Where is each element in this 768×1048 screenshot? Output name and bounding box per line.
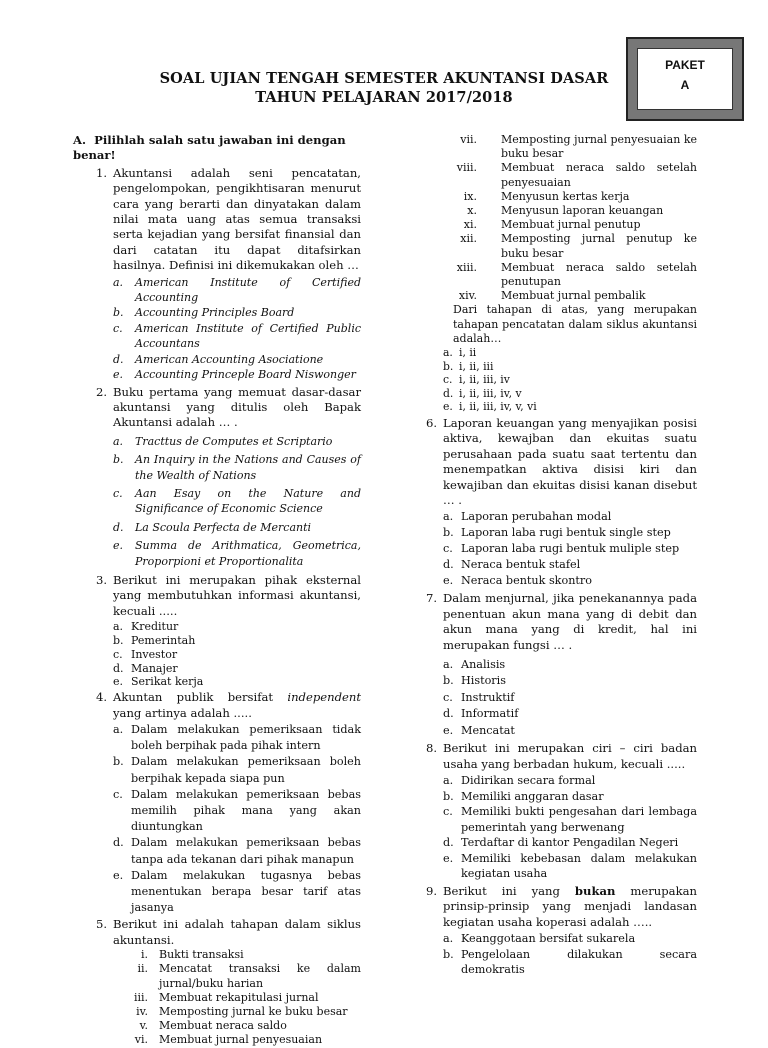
- question-number: 9.: [425, 884, 437, 899]
- step-item: viii. Membuat neraca saldo setelah penyesuaian: [456, 161, 697, 189]
- option-b[interactable]: b. Dalam melakukan pemeriksaan boleh berpihak kepada siapa pun: [113, 755, 361, 785]
- option-e[interactable]: e. Serikat kerja: [113, 675, 204, 689]
- option-c[interactable]: c. Dalam melakukan pemeriksaan bebas memilih pihak mana yang akan diuntungkan: [113, 787, 361, 834]
- question-number: 6.: [425, 416, 437, 431]
- option-b[interactable]: b. An Inquiry in the Nations and Causes of the Wealth of Nations: [113, 453, 361, 482]
- question-3-options: [113, 620, 361, 689]
- option-b[interactable]: b. Memiliki anggaran dasar: [443, 789, 604, 803]
- question-9: [425, 884, 697, 978]
- question-5-followup: Dari tahapan di atas, yang merupakan tahapan pencatatan dalam siklus akuntansi adalah…: [453, 303, 697, 345]
- option-a[interactable]: a. Laporan perubahan modal: [443, 510, 612, 524]
- left-column: [73, 133, 361, 1048]
- option-c[interactable]: c. Aan Esay on the Nature and Significance of Economic Science: [113, 486, 361, 516]
- question-text: Buku pertama yang memuat dasar-dasar akuntansi yang ditulis oleh Bapak Akuntansi adalah … .: [113, 384, 361, 430]
- option-c[interactable]: c. Investor: [113, 647, 178, 661]
- step-item: vi. Membuat jurnal penyesuaian: [134, 1033, 323, 1047]
- option-d[interactable]: d. Manajer: [113, 661, 178, 675]
- option-b[interactable]: b. Accounting Principles Board: [113, 306, 295, 320]
- option-e[interactable]: e. Accounting Princeple Board Niswonger: [113, 368, 356, 382]
- option-a[interactable]: a. American Institute of Certified Accounting: [113, 275, 361, 305]
- question-number: 3.: [95, 572, 107, 587]
- question-text: Berikut ini merupakan pihak eksternal yang membutuhkan informasi akuntansi, kecuali .....: [113, 572, 361, 618]
- question-4: [73, 690, 361, 916]
- question-number: 5.: [95, 917, 107, 932]
- right-column: [425, 133, 697, 979]
- step-item: xii. Memposting jurnal penutup ke buku besar: [460, 232, 697, 260]
- question-6: [425, 416, 697, 589]
- question-text: Berikut ini yang bukan merupakan prinsip-prinsip yang menjadi landasan kegiatan usaha koperasi adalah …..: [443, 884, 697, 929]
- option-e[interactable]: e. Summa de Arithmatica, Geometrica, Proporpioni et Proportionalita: [113, 539, 361, 568]
- option-a[interactable]: a. Dalam melakukan pemeriksaan tidak boleh berpihak pada pihak intern: [113, 722, 361, 753]
- step-item: v. Membuat neraca saldo: [139, 1019, 287, 1033]
- question-2: [73, 385, 361, 569]
- question-2-options: [113, 434, 361, 569]
- step-item: iv. Memposting jurnal ke buku besar: [136, 1005, 348, 1019]
- option-e[interactable]: e. Mencatat: [443, 723, 515, 737]
- question-9-options: [443, 931, 697, 978]
- option-d[interactable]: d. La Scoula Perfecta de Mercanti: [113, 520, 312, 534]
- option-e[interactable]: e. Memiliki kebebasan dalam melakukan kegiatan usaha: [443, 851, 697, 881]
- step-item: iii. Membuat rekapitulasi jurnal: [133, 990, 319, 1004]
- exam-title: SOAL UJIAN TENGAH SEMESTER AKUNTANSI DASAR: [159, 70, 609, 87]
- question-text: Akuntan publik bersifat independent yang artinya adalah .....: [113, 690, 361, 720]
- option-b[interactable]: b. Historis: [443, 674, 506, 688]
- option-b[interactable]: b. Laporan laba rugi bentuk single step: [443, 526, 671, 540]
- section-a-heading: A. Pilihlah salah satu jawaban ini dengan benar!: [73, 133, 346, 163]
- step-item: x. Menyusun laporan keuangan: [467, 204, 664, 218]
- question-number: 2.: [95, 384, 107, 399]
- question-text: Dalam menjurnal, jika penekanannya pada penentuan akun mana yang di debit dan akun mana yang di kredit, hal ini merupakan fungsi … .: [443, 591, 697, 652]
- question-5-options: [443, 346, 697, 414]
- option-a[interactable]: a. Tracttus de Computes et Scriptario: [113, 434, 333, 448]
- option-e[interactable]: e. Neraca bentuk skontro: [443, 574, 592, 588]
- option-d[interactable]: d. Informatif: [443, 707, 519, 721]
- question-text: Akuntansi adalah seni pencatatan, pengelompokan, pengikhtisaran menurut cara yang berarti dan dinyatakan dalam nilai mata uang atas semua transaksi serta kejadian yang bersifat finansial dan dari catatan itu dapat ditafsirkan hasilnya. Definisi ini dikemukakan oleh …: [113, 165, 361, 273]
- option-b[interactable]: b. Pemerintah: [113, 633, 196, 647]
- step-item: xi. Membuat jurnal penutup: [463, 218, 641, 232]
- option-d[interactable]: d. i, ii, iii, iv, v: [443, 386, 522, 400]
- step-item: ix. Menyusun kertas kerja: [463, 189, 630, 203]
- option-e[interactable]: e. Dalam melakukan tugasnya bebas menentukan berapa besar tarif atas jasanya: [113, 868, 361, 915]
- question-5: [73, 917, 361, 1047]
- option-b[interactable]: b. Pengelolaan dilakukan secara demokratis: [443, 947, 697, 977]
- option-c[interactable]: c. American Institute of Certified Public Accountans: [113, 321, 361, 351]
- option-a[interactable]: a. Keanggotaan bersifat sukarela: [443, 932, 636, 946]
- question-number: 4.: [95, 690, 107, 705]
- question-5-steps-left: [73, 948, 361, 1047]
- option-a[interactable]: a. Didirikan secara formal: [443, 773, 596, 787]
- question-text: Laporan keuangan yang menyajikan posisi aktiva, kewajban dan ekuitas suatu perusahaan pada suatu saat tertentu dan menempatkan aktiva disisi kiri dan kewajiban dan ekuitas disisi kanan disebut … .: [443, 416, 697, 508]
- question-4-options: [113, 722, 361, 916]
- question-8: [425, 741, 697, 882]
- option-a[interactable]: a. i, ii: [443, 346, 477, 360]
- option-a[interactable]: a. Analisis: [443, 658, 506, 672]
- paket-line2: A: [680, 78, 690, 92]
- step-item: ii. Mencatat transaksi ke dalam jurnal/buku harian: [137, 962, 361, 990]
- question-1-options: [113, 275, 361, 383]
- option-b[interactable]: b. i, ii, iii: [443, 359, 494, 373]
- option-c[interactable]: c. i, ii, iii, iv: [443, 373, 510, 387]
- option-d[interactable]: d. Dalam melakukan pemeriksaan bebas tanpa ada tekanan dari pihak manapun: [113, 836, 361, 866]
- option-c[interactable]: c. Instruktif: [443, 690, 515, 704]
- question-7: [425, 591, 697, 739]
- question-1: [73, 166, 361, 383]
- step-item: xiv. Membuat jurnal pembalik: [458, 289, 646, 303]
- exam-year: TAHUN PELAJARAN 2017/2018: [255, 89, 513, 106]
- question-number: 7.: [425, 591, 437, 606]
- step-item: i. Bukti transaksi: [140, 948, 244, 962]
- question-text: Berikut ini merupakan ciri – ciri badan usaha yang berbadan hukum, kecuali .....: [443, 741, 697, 771]
- question-6-options: [443, 509, 697, 589]
- question-number: 1.: [95, 165, 107, 180]
- option-d[interactable]: d. American Accounting Asociatione: [113, 352, 324, 366]
- option-d[interactable]: d. Neraca bentuk stafel: [443, 558, 581, 572]
- question-7-options: [443, 657, 697, 739]
- question-3: [73, 573, 361, 689]
- option-a[interactable]: a. Kreditur: [113, 620, 179, 634]
- question-number: 8.: [425, 741, 437, 756]
- question-8-options: [443, 773, 697, 882]
- step-item: xiii. Membuat neraca saldo setelah penutupan: [456, 260, 697, 289]
- option-c[interactable]: c. Memiliki bukti pengesahan dari lembaga pemerintah yang berwenang: [443, 805, 697, 834]
- option-d[interactable]: d. Terdaftar di kantor Pengadilan Negeri: [443, 836, 679, 850]
- paket-line1: PAKET: [665, 58, 705, 72]
- step-item: vii. Memposting jurnal penyesuaian ke buku besar: [460, 133, 697, 161]
- option-e[interactable]: e. i, ii, iii, iv, v, vi: [443, 400, 537, 414]
- question-text: Berikut ini adalah tahapan dalam siklus akuntansi.: [113, 917, 361, 947]
- option-c[interactable]: c. Laporan laba rugi bentuk muliple step: [443, 542, 680, 556]
- question-5-steps-right: [425, 133, 697, 303]
